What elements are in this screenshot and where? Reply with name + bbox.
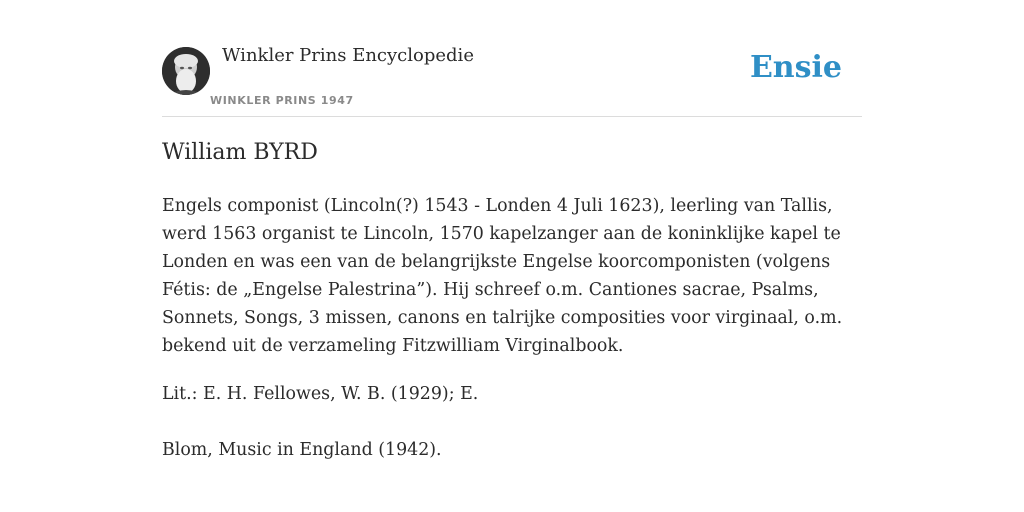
source-title[interactable]: Winkler Prins Encyclopedie (222, 45, 474, 66)
source-header (162, 0, 862, 117)
source-edition[interactable]: WINKLER PRINS 1947 (210, 94, 354, 107)
article-body: Engels componist (Lincoln(?) 1543 - Londen 4 Juli 1623), leerling van Tallis, werd 1563 organist te Lincoln, 1570 kapelzanger aan de koninklijke kapel te Londen en was een van de belangrijkste Engelse koorcomponisten (volgens Fétis: de „Engelse Palestrina”). Hij schreef o.m. Cantiones sacrae, Psalms, Sonnets, Songs, 3 missen, canons en talrijke composities voor virginaal, o.m. bekend uit de verzameling Fitzwilliam Virginalbook. (162, 196, 843, 356)
page-title: William BYRD (162, 140, 318, 165)
portrait-photo-icon (162, 47, 210, 95)
literature-line-1: Lit.: E. H. Fellowes, W. B. (1929); E. (162, 384, 479, 404)
brand-logo[interactable]: Ensie (749, 50, 842, 85)
page-container (162, 0, 862, 512)
literature-line-2: Blom, Music in England (1942). (162, 440, 442, 460)
avatar[interactable] (162, 47, 210, 95)
